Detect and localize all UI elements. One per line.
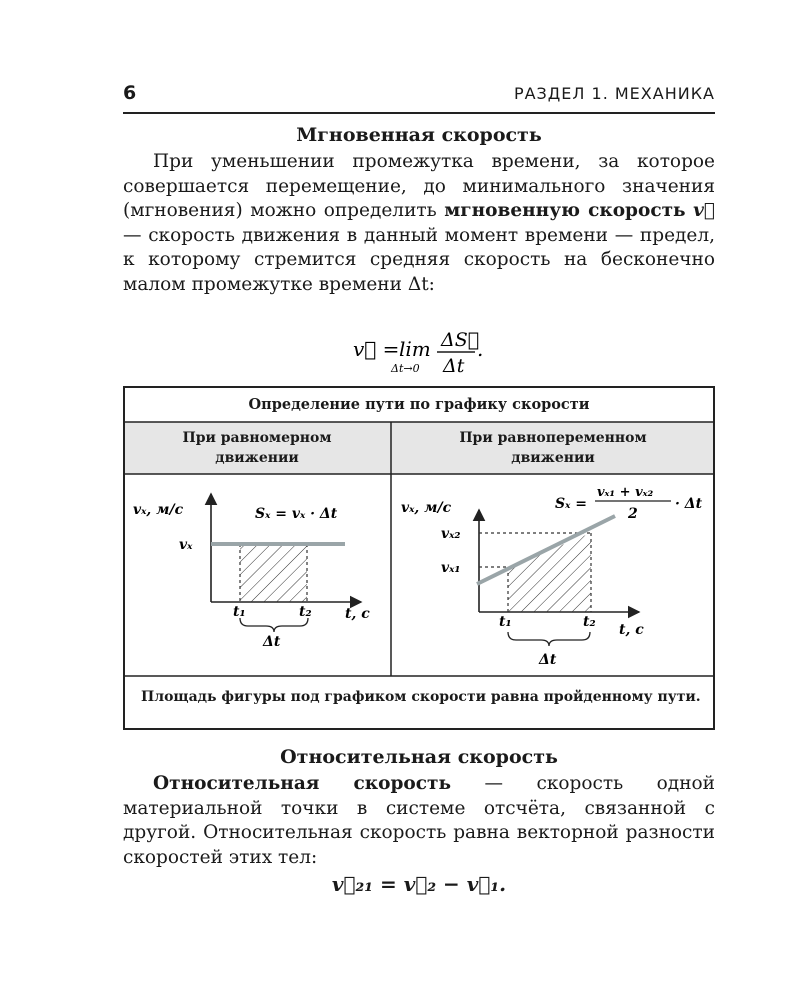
path-from-velocity-table: [123, 386, 715, 730]
velocity-symbol: v⃗: [693, 200, 715, 221]
paragraph-instant-velocity: [123, 150, 715, 297]
right-area: [508, 533, 591, 612]
col-header-uniform: При равномерном движении: [182, 430, 332, 466]
formula-den: Δt: [443, 355, 465, 376]
formula-lim: lim: [399, 337, 431, 361]
right-x-label: t, с: [619, 622, 644, 638]
page-header: [123, 82, 715, 114]
right-formula-lhs: Sₓ =: [555, 496, 587, 512]
term-instant-velocity: мгновенную скорость: [444, 200, 686, 221]
relative-velocity-formula: v⃗₂₁ = v⃗₂ − v⃗₁.: [331, 872, 507, 896]
left-brace: [240, 618, 308, 632]
left-graph: [133, 494, 370, 650]
right-formula-den: 2: [628, 506, 638, 522]
page-number: 6: [123, 82, 137, 104]
right-formula-rhs: · Δt: [675, 496, 703, 512]
paragraph-relative-velocity: [123, 772, 715, 870]
table-footnote: Площадь фигуры под графиком скорости равна пройденному пути.: [141, 689, 701, 705]
formula-lhs: v⃗ =: [353, 337, 400, 361]
left-y-label: vₓ, м/с: [133, 502, 184, 518]
para-text-before: При уменьшении промежутка времени, за которое совершается перемещение, до минимального значения (мгновения) можно определить: [123, 151, 715, 221]
table-title: Определение пути по графику скорости: [248, 396, 590, 413]
formula-lim-sub: Δt→0: [391, 362, 420, 375]
right-v2-label: vₓ₂: [441, 526, 461, 542]
right-y-label: vₓ, м/с: [401, 500, 452, 516]
right-v1-label: vₓ₁: [441, 560, 461, 576]
limit-formula-svg: [123, 324, 715, 376]
heading-relative-velocity: Относительная скорость: [280, 746, 558, 768]
left-interval: Δt: [263, 634, 281, 650]
left-x-label: t, с: [345, 606, 370, 622]
heading-instant-velocity: Мгновенная скорость: [296, 124, 542, 146]
right-formula-num: vₓ₁ + vₓ₂: [597, 485, 654, 500]
para-text-after: — скорость движения в данный момент времени — предел, к которому стремится средняя скорость на бесконечно малом промежутке времени Δt:: [123, 224, 715, 295]
left-level-label: vₓ: [179, 537, 193, 553]
right-t1: t₁: [499, 614, 512, 630]
col-header-accelerated: При равнопеременном движении: [459, 430, 647, 466]
right-interval: Δt: [539, 652, 557, 668]
right-t2: t₂: [583, 614, 596, 630]
right-brace: [508, 632, 590, 646]
formula-end: .: [477, 337, 484, 361]
formula-num: ΔS⃗: [441, 329, 480, 351]
right-graph: [401, 485, 703, 668]
term-relative-velocity: Относительная скорость: [153, 773, 452, 794]
limit-formula: [123, 324, 715, 376]
section-title: РАЗДЕЛ 1. МЕХАНИКА: [513, 84, 715, 103]
left-t1: t₁: [233, 604, 246, 620]
left-t2: t₂: [299, 604, 312, 620]
relative-velocity-text: — скорость одной материальной точки в системе отсчёта, связанной с другой. Относительная скорость равна векторной разности скоростей этих тел:: [123, 773, 715, 868]
left-formula: Sₓ = vₓ · Δt: [255, 506, 338, 522]
left-area: [240, 544, 307, 602]
